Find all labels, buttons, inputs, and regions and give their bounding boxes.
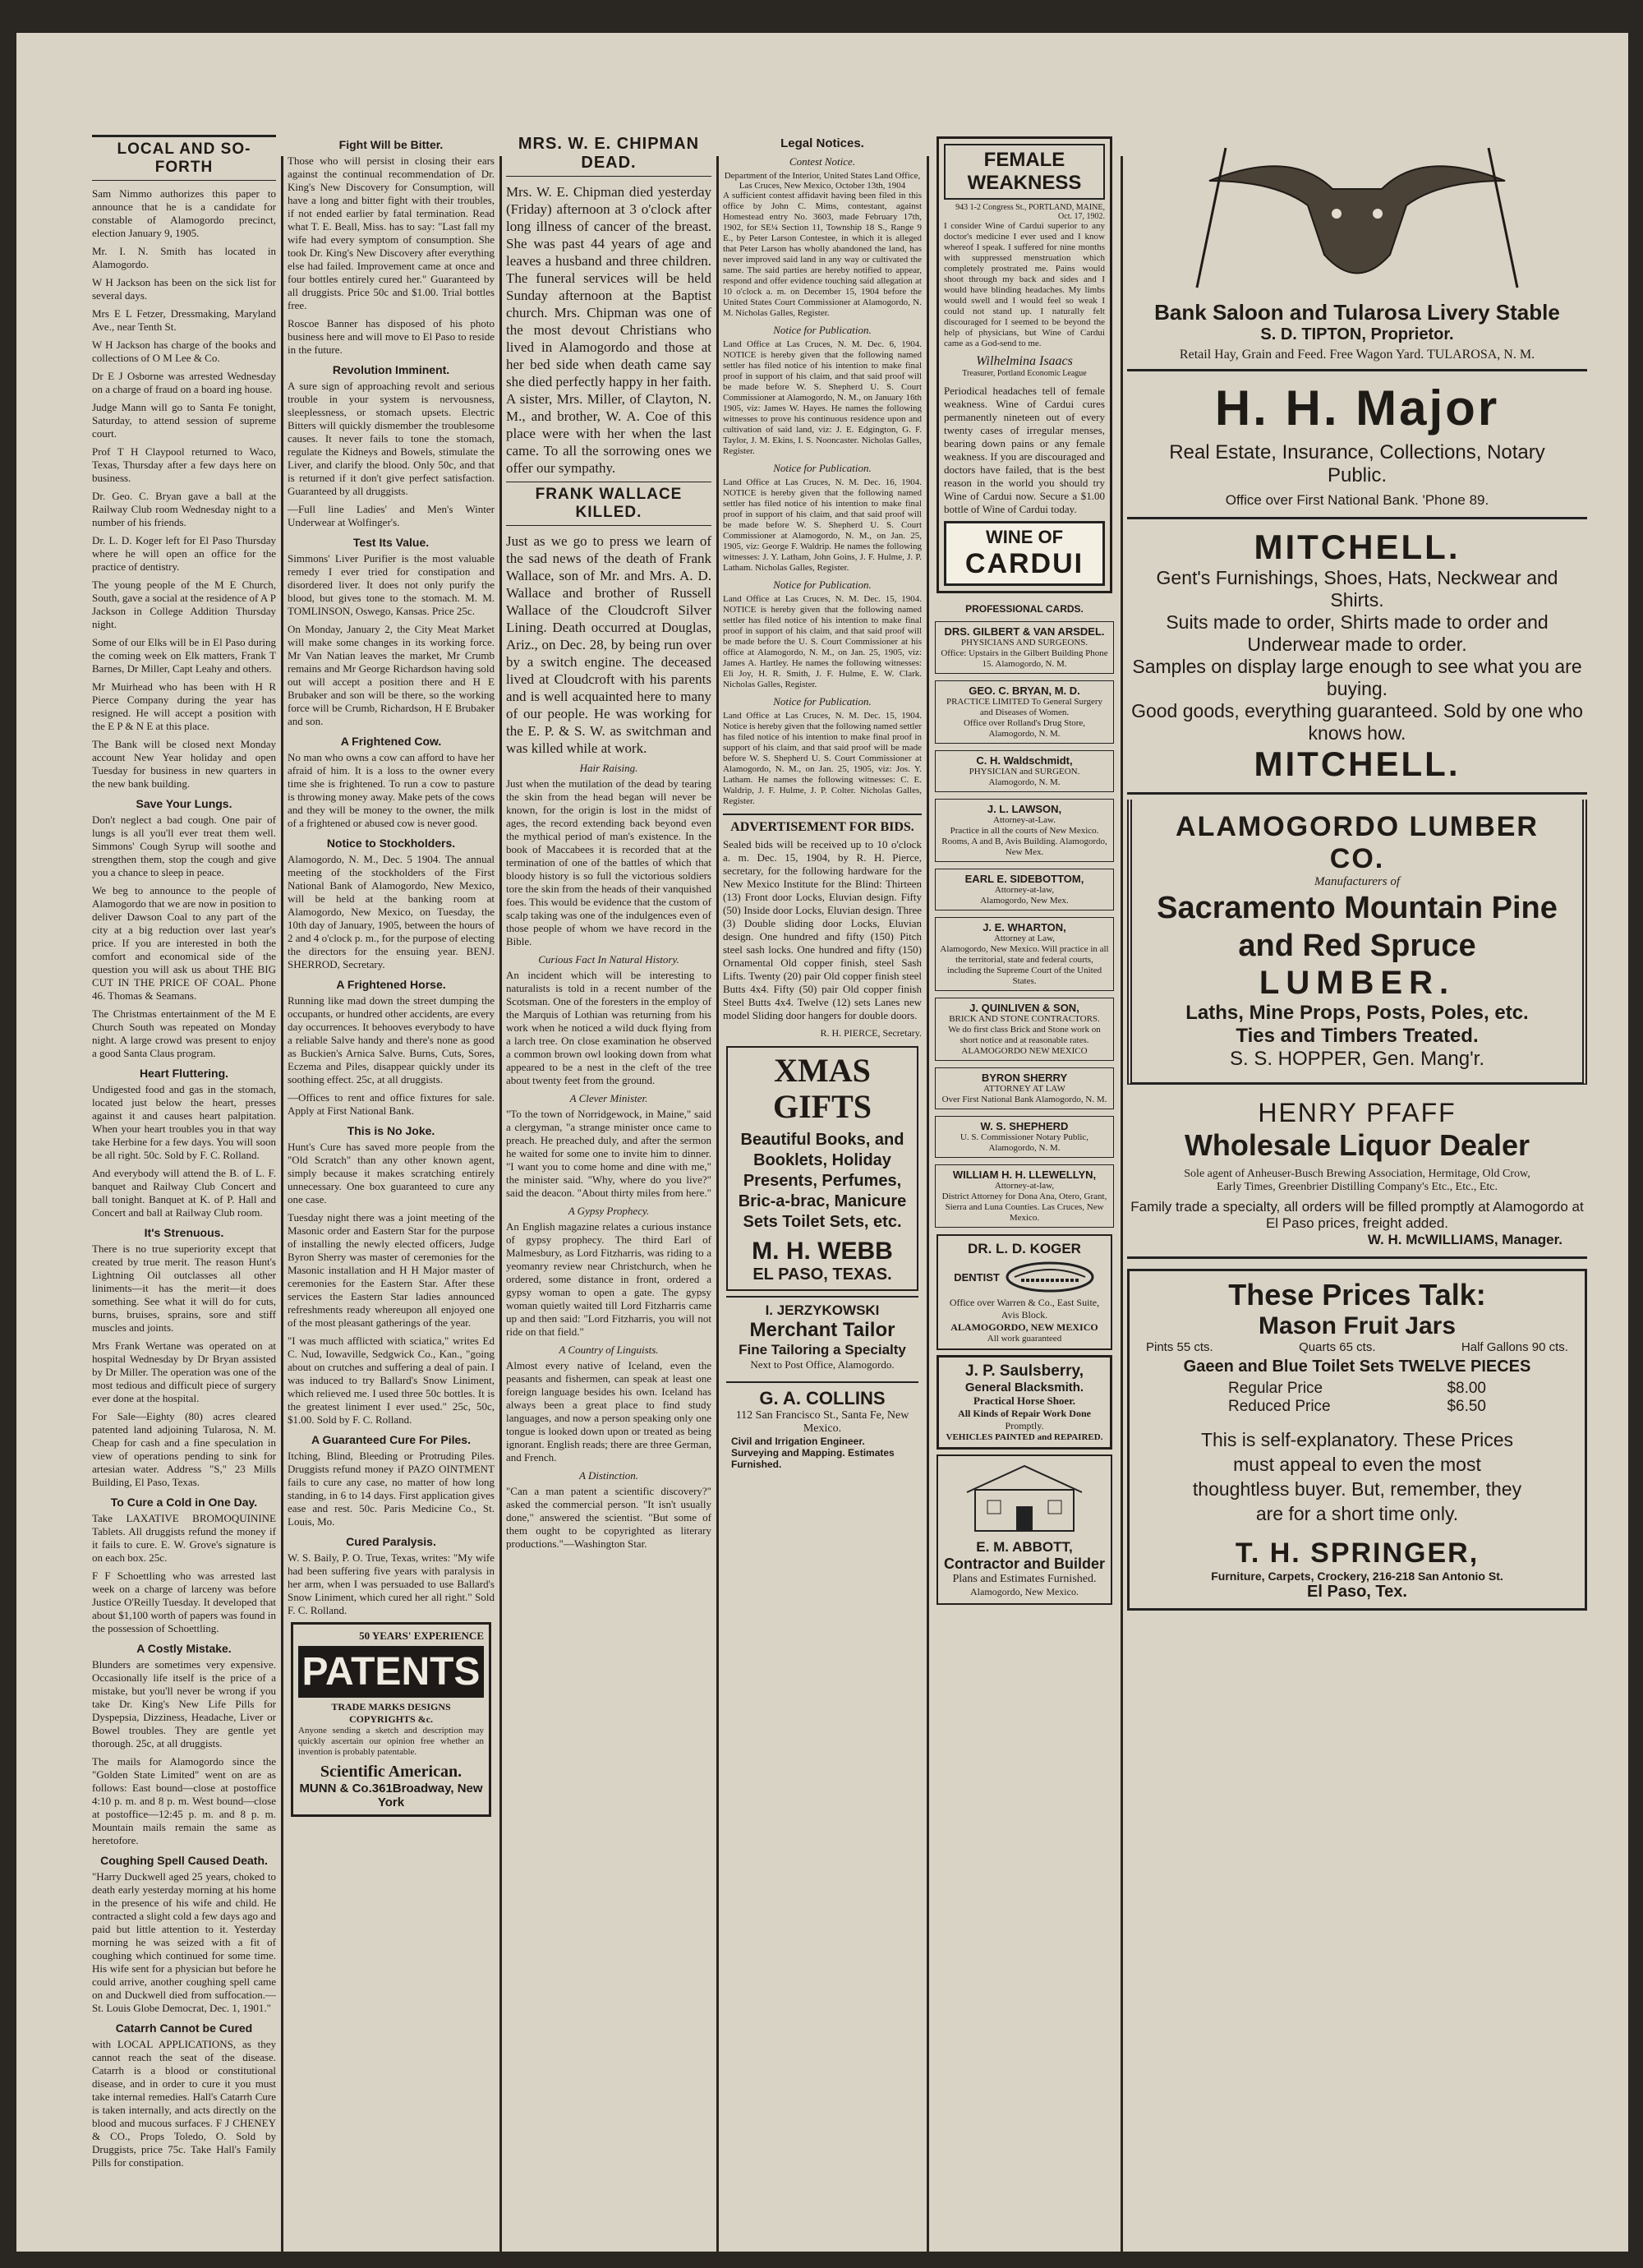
article-heading: To Cure a Cold in One Day. <box>110 1496 258 1509</box>
article-text: —Offices to rent and office fixtures for sale. Apply at First National Bank. <box>288 1091 495 1117</box>
article-text: An incident which will be interesting to naturalists is told in a recent number of the Scotsman. One of the foresters in the employ of the Marquis of Lothian was returning from his work when he noticed a wild duck flying from a larch tree. On close examination he observed a common brown owl looking down from what appeared to be a nest in the cleft of the tree about twenty feet from the ground. <box>506 969 711 1086</box>
reduced-price-label: Reduced Price <box>1228 1398 1331 1415</box>
article-text: with LOCAL APPLICATIONS, as they cannot reach the seat of the disease. Catarrh is a blood or constitutional disease, and in order to cure it you must take internal remedies. Hall's Catarrh Cure is taken internally, and acts directly on the blood and mucous surfaces. F J CHENEY & CO., Props Toledo, O. Sold by Druggists, price 75c. Take Hall's Family Pills for constipation. <box>92 2038 276 2169</box>
article-text: Those who will persist in closing their ears against the continual recommendation of Dr. King's New Discovery for Consumption, will have a long and bitter fight with their troubles, if not ended earlier by fatal termination. Read what T. E. Beall, Miss. has to say: "Last fall my wife had every symptom of consumption. She took Dr. King's New Discovery after everything else had failed. Improvement came at once and four bottles entirely cured her." Guaranteed by all druggists. Price 50c and $1.00. Trial bottles free. <box>288 154 495 311</box>
saulsberry-trade: General Blacksmith. <box>964 1381 1084 1394</box>
professional-cards-list <box>933 621 1116 1228</box>
article-text: And everybody will attend the B. of L. F. banquet and Railway Club Concert and ball tonight. Banquet at K. of P. Hall and Concert and ball at Railway Club room. <box>92 1167 276 1219</box>
reduced-price-row <box>1130 1398 1585 1416</box>
local-item: Judge Mann will go to Santa Fe tonight, Saturday, to attend session of supreme court. <box>92 401 276 440</box>
professional-card <box>935 1116 1114 1158</box>
card-line-b: Attorney-at-law, <box>994 1181 1055 1191</box>
koger-guarantee: All work guaranteed <box>987 1334 1062 1344</box>
mitchell-top: MITCHELL. <box>1254 528 1461 566</box>
column-six <box>1127 131 1587 2235</box>
professional-card <box>935 799 1114 862</box>
saulsberry-line4: All Kinds of Repair Work Done <box>958 1408 1091 1419</box>
abbott-advertisement <box>937 1454 1112 1605</box>
local-item: The Bank will be closed next Monday account New Year holiday and open Tuesday for business in new quarters in the new bank building. <box>92 738 276 790</box>
section-heading: LOCAL AND SO-FORTH <box>92 135 276 181</box>
column-five <box>933 131 1116 2235</box>
collins-services: Civil and Irrigation Engineer. Surveying and Mapping. Estimates Furnished. <box>731 1436 895 1470</box>
local-item: W H Jackson has charge of the books and collections of O M Lee & Co. <box>92 339 276 364</box>
article-text: Hunt's Cure has saved more people from the "Old Scratch" than any other known agent, simply because it makes scratching entirely unnecessary. One box guaranteed to cure any one case. <box>288 1141 495 1205</box>
notice-text: Land Office at Las Cruces, N. M. Dec. 16, 1904. NOTICE is hereby given that the following named settler has filed notice of his intention to make final proof in support of his claim, and that said proof will be made before W. S. Shepherd U. S. Court Commissioner at Alamogordo, N. M., on Jan. 25, 1905, viz: George F. Waldrip. He names the following witnesses: J. Y. Latham, John Goins, J. F. Hulme, J. P. Latham. Nicholas Galles, Register. <box>723 477 922 573</box>
pints-price: Pints 55 cts. <box>1146 1340 1213 1354</box>
saulsberry-name: J. P. Saulsberry, <box>965 1362 1084 1380</box>
professional-card <box>935 917 1114 991</box>
card-line-a: J. L. LAWSON, <box>987 803 1062 815</box>
saulsberry-line5: Promptly. <box>1005 1420 1044 1431</box>
column-rule <box>927 156 929 2268</box>
card-line-b: Attorney-at-Law. <box>993 815 1056 825</box>
article-heading: Heart Fluttering. <box>139 1067 229 1080</box>
notice-title: Notice for Publication. <box>773 579 872 591</box>
mitchell-advertisement <box>1127 519 1587 795</box>
article-heading: Curious Fact In Natural History. <box>538 953 679 966</box>
headline-wallace: FRANK WALLACE KILLED. <box>506 482 711 526</box>
patents-advertisement <box>291 1622 491 1817</box>
abbott-name: E. M. ABBOTT, <box>976 1539 1073 1555</box>
pfaff-title: Wholesale Liquor Dealer <box>1184 1128 1530 1162</box>
article-heading: A Distinction. <box>579 1469 638 1482</box>
patents-sub: TRADE MARKS DESIGNS COPYRIGHTS &c. <box>331 1701 451 1725</box>
mitchell-bottom: MITCHELL. <box>1254 744 1461 783</box>
article-text: An English magazine relates a curious instance of gypsy prophecy. The third Earl of Malmesbury, as Lord Fitzharris, was riding to a yeomanry review near Christchurch, when he ordered, some distance in front, ordered a gypsy woman to open a gate. The gypsy woman quietly waited till Lord Fitzharris came up and then said: "Lord Fitzharris, you will not ride on that field." <box>506 1220 711 1338</box>
local-item: Dr. L. D. Koger left for El Paso Thursday where he will open an office for the practice of dentistry. <box>92 534 276 573</box>
jerzykowski-name: I. JERZYKOWSKI <box>765 1302 880 1318</box>
article-text: Don't neglect a bad cough. One pair of lungs is all you'll ever treat them well. Simmons' Cough Syrup will soothe and strengthen them, stop the cough and give you a chance to sleep in peace. <box>92 814 276 878</box>
local-item: Dr E J Osborne was arrested Wednesday on a charge of fraud on a board ing house. <box>92 370 276 395</box>
regular-price-value: $8.00 <box>1447 1380 1486 1397</box>
abbott-trade: Contractor and Builder <box>943 1556 1105 1572</box>
headline-chipman: MRS. W. E. CHIPMAN DEAD. <box>506 135 711 177</box>
regular-price-label: Regular Price <box>1228 1380 1323 1397</box>
webb-name: M. H. WEBB <box>752 1238 893 1265</box>
card-line-a: EARL E. SIDEBOTTOM, <box>964 873 1084 885</box>
card-line-c: District Attorney for Dona Ana, Otero, Grant, Sierra and Luna Counties. Las Cruces, New Mexico. <box>941 1192 1107 1223</box>
collins-name: G. A. COLLINS <box>759 1388 886 1408</box>
house-illustration <box>950 1461 1098 1535</box>
toilet-sets: Gaeen and Blue Toilet Sets TWELVE PIECES <box>1183 1358 1531 1376</box>
notice-title: Contest Notice. <box>789 155 856 168</box>
article-heading: Cured Paralysis. <box>346 1535 436 1548</box>
fw-title: FEMALE WEAKNESS <box>944 144 1105 200</box>
lumber-manufacturers: Manufacturers of <box>1314 875 1401 888</box>
article-heading: A Guaranteed Cure For Piles. <box>311 1433 471 1446</box>
regular-price-row <box>1130 1380 1585 1398</box>
newspaper-page <box>16 33 1628 2252</box>
column-rule <box>499 156 502 2268</box>
wine-of-line: WINE OF <box>985 527 1064 547</box>
local-items-list <box>92 187 276 791</box>
column-local-news <box>92 131 276 2235</box>
article-text: Mrs Frank Wertane was operated on at hospital Wednesday by Dr Bryan assisted by Dr Miller. The operation was one of the most tedious and difficult piece of surgery ever done at the hospital. <box>92 1339 276 1404</box>
bids-text: Sealed bids will be received up to 10 o'clock a. m. Dec. 15, 1904, by R. H. Pierce, secretary, for the following hardware for the New Mexico Institute for the Blind: Thirteen (13) Front door Locks, Eluvian design. Fifty (50) Inside door Locks, Eluvian design. Three (3) Double sliding door Locks, Eluvian design. One hundred and fifty (150) Pitch steel sash locks. One hundred and fifty (150) Ornamental Old copper finish, steel Sash Lifts. Twenty (20) pair Old copper finish steel Butts 4x4. Fifty (50) pair Old copper finish Steel Butts 4x4. Twelve (12) sets Lanes new model Sliding door hangers for double doors. <box>723 838 922 1021</box>
fw-role: Treasurer, Portland Economic League <box>962 369 1087 378</box>
card-line-c: Office over Rolland's Drug Store, Alamogordo, N. M. <box>963 718 1086 739</box>
card-line-a: J. QUINLIVEN & SON, <box>969 1002 1079 1014</box>
local-item: Dr. Geo. C. Bryan gave a ball at the Railway Club room Wednesday night to a number of his friends. <box>92 490 276 528</box>
card-line-b: PRACTICE LIMITED To General Surgery and Diseases of Women. <box>946 697 1103 717</box>
prices-heading: These Prices Talk: <box>1228 1278 1486 1311</box>
springer-line2: Furniture, Carpets, Crockery, 216-218 San Antonio St. <box>1211 1570 1503 1583</box>
mitchell-line2: Gent's Furnishings, Shoes, Hats, Neckwear and Shirts. <box>1156 567 1558 611</box>
article-text: Just as we go to press we learn of the sad news of the death of Frank Wallace, son of Mr. and Mrs. A. D. Wallace and brother of Russell Wallace of the Cloudcroft Silver Lining. Death occurred at Douglas, Ariz., on Dec. 28, by being run over by a switch engine. The deceased lived at Cloudcroft with his parents and is well acquainted here to many of our people. He was working for the E. P. & S. W. as switchman and was killed while at work. <box>506 533 711 756</box>
pfaff-manager: W. H. McWILLIAMS, Manager. <box>1367 1232 1562 1247</box>
koger-city: ALAMOGORDO, NEW MEXICO <box>950 1321 1098 1333</box>
jerzykowski-line2: Fine Tailoring a Specialty <box>739 1342 906 1358</box>
professional-card <box>935 750 1114 792</box>
article-text: —Full line Ladies' and Men's Winter Underwear at Wolfinger's. <box>288 503 495 528</box>
pfaff-advertisement <box>1127 1090 1587 1259</box>
article-heading: A Country of Linguists. <box>559 1344 659 1356</box>
article-text: A sure sign of approaching revolt and serious trouble in your system is nervousness, sleeplessness, or stomach upsets. Electric Bitters will quickly dismember the troublesome causes. It never fails to tone the stomach, regulate the Kidneys and Bowels, stimulate the Liver, and clarify the blood. Only 50c, and that is returned if it don't give perfect satisfaction. Guaranteed by all druggists. <box>288 380 495 497</box>
card-line-c: We do first class Brick and Stone work on short notice and at reasonable rates. ALAMOGORDO NEW MEXICO <box>948 1025 1101 1056</box>
article-heading: A Frightened Horse. <box>336 978 446 991</box>
article-heading: Save Your Lungs. <box>136 797 232 810</box>
collins-address: 112 San Francisco St., Santa Fe, New Mexico. <box>735 1409 909 1435</box>
lumber-manager: S. S. HOPPER, Gen. Mang'r. <box>1229 1048 1485 1070</box>
card-line-a: WILLIAM H. H. LLEWELLYN, <box>952 1169 1097 1181</box>
local-item: Sam Nimmo authorizes this paper to announce that he is a candidate for constable of Alamogordo precinct, election January 9, 1905. <box>92 187 276 239</box>
jar-prices-row <box>1130 1340 1585 1354</box>
article-text: Running like mad down the street dumping the occupants, or hundred other accidents, are every day occurrences. It behooves everybody to have a reliable Salve handy and there's none as good as Buckien's Arnica Salve. Burns, Cuts, Sores, Eczema and Piles, disappear quickly under its soothing effect. 25c, at all druggists. <box>288 994 495 1086</box>
notice-title: Notice for Publication. <box>773 324 872 336</box>
notice-text: Land Office at Las Cruces, N. M. Dec. 15, 1904. NOTICE is hereby given that the following named settler has filed notice of his intention to make final proof in support of his claim, and that said proof will be made before the U. S. Court Commissioner at his office at Alamogordo, N. M., on Jan. 25, 1905, viz: James A. Hartley. He names the following witnesses: Eli Joy, H. R. Smith, J. F. Hulme, E. W. Clark. Nicholas Galles, Register. <box>723 594 922 689</box>
card-line-a: GEO. C. BRYAN, M. D. <box>969 685 1080 697</box>
card-line-c: Office: Upstairs in the Gilbert Building Phone 15. Alamogordo, N. M. <box>941 648 1108 669</box>
dentures-icon <box>1005 1261 1095 1293</box>
koger-office: Office over Warren & Co., East Suite, Avis Block. <box>949 1297 1100 1321</box>
jerzykowski-advertisement <box>726 1296 918 1376</box>
card-line-c: Alamogordo, N. M. <box>988 777 1061 787</box>
article-text: Blunders are sometimes very expensive. Occasionally life itself is the price of a mistake, but you'll never be wrong if you take Dr. King's New Life Pills for Dyspepsia, Dizziness, Headache, Liver or Bowel troubles. They are gentle yet thorough. 25c, at all druggists. <box>92 1658 276 1749</box>
lumber-line5: Laths, Mine Props, Posts, Poles, etc. <box>1185 1002 1529 1024</box>
koger-teeth-row <box>943 1261 1106 1293</box>
article-text: "To the town of Norridgewock, in Maine," said a clergyman, "a strange minister once came to preach. He preached duly, and after the sermon he waited for some one to invite him to dinner. "I want you to come home and dine with me," the minister said. "Why, where do you live?" said the deacon. "About thirty miles from here." <box>506 1108 711 1199</box>
local-item: Some of our Elks will be in El Paso during the coming week on Elk matters, Frank T Barnes, Dr Miller, Capt Leahy and others. <box>92 636 276 675</box>
notice-title: Notice for Publication. <box>773 695 872 708</box>
springer-city: El Paso, Tex. <box>1307 1583 1407 1601</box>
card-line-c: Alamogordo, New Mexico. Will practice in all the territorial, state and federal courts, including the Supreme Court of the United States. <box>940 944 1109 986</box>
jerzykowski-line1: Merchant Tailor <box>749 1319 895 1341</box>
patents-title: PATENTS <box>298 1646 484 1698</box>
fw-signature: Wilhelmina Isaacs <box>976 354 1073 368</box>
pfaff-name: HENRY PFAFF <box>1258 1098 1457 1127</box>
bids-signature: R. H. PIERCE, Secretary. <box>820 1027 922 1039</box>
notice-text: Land Office at Las Cruces, N. M. Dec. 15, 1904. Notice is hereby given that the following named settler has filed notice of his intention to make final proof in support of his claim, and that said proof will be made before W. S. Shepherd U. S. Court Commissioner at Alamogordo, N. M., on Jan. 25, 1905, viz: Jos. Y. Latham. He names the following witnesses: C. E. Waldrip, J. F. Hulme, J. P. Colter. Nicholas Galles, Register. <box>723 711 922 806</box>
abbott-city: Alamogordo, New Mexico. <box>970 1586 1079 1597</box>
tipton-advertisement <box>1127 131 1587 371</box>
article-text: W. S. Baily, P. O. True, Texas, writes: "My wife had been suffering five years with paralysis in her arm, when I was persuaded to use Ballard's Snow Liniment, which cured her all right." Sold F. C. Rolland. <box>288 1551 495 1616</box>
card-line-a: DRS. GILBERT & VAN ARSDEL. <box>944 625 1105 638</box>
lumber-company: ALAMOGORDO LUMBER CO. <box>1176 811 1539 874</box>
prices-explanation: This is self-explanatory. These Prices must appeal to even the most thoughtless buyer. But, remember, they are for a short time only. <box>1192 1429 1522 1524</box>
local-item: Mrs E L Fetzer, Dressmaking, Maryland Ave., near Tenth St. <box>92 307 276 333</box>
article-text: "Can a man patent a scientific discovery?" asked the commercial person. "It isn't usually done," answered the scientist. "But some of them ought to be copyrighted as literary productions."—Washington Star. <box>506 1485 711 1550</box>
article-text: Just when the mutilation of the dead by tearing the skin from the head began will never be known, for the origin is lost in the midst of ages, the record extending back beyond even the mythical period of man's existence. In the book of Maccabees it is recorded that at the termination of one of the battles of which that bloody history is so full the victorious soldiers tore the skin from the heads of their vanquished foes. This would be evidence that the custom of scalp taking was one of the indulgences even of those people of whom we have record in the Bible. <box>506 777 711 947</box>
article-heading: Test Its Value. <box>352 536 430 549</box>
tipton-services: Retail Hay, Grain and Feed. Free Wagon Yard. TULAROSA, N. M. <box>1179 348 1535 362</box>
local-item: Prof T H Claypool returned to Waco, Texas, Thursday after a few days here on business. <box>92 445 276 484</box>
webb-city: EL PASO, TEXAS. <box>752 1265 892 1284</box>
article-heading: This is No Joke. <box>347 1124 435 1137</box>
article-text: For Sale—Eighty (80) acres cleared patented land adjoining Tularosa, N. M. Cheap for cash and a fine speculation in view of operations pending to sink for artesian water. Address "S," 23 Mills Building, El Paso, Texas. <box>92 1410 276 1488</box>
article-heading: A Gypsy Prophecy. <box>568 1205 650 1217</box>
munn-co: MUNN & Co.361Broadway, New York <box>299 1782 483 1809</box>
koger-advertisement <box>937 1234 1112 1350</box>
pfaff-family: Family trade a specialty, all orders will be filled promptly at Alamogordo at El Paso prices, freight added. <box>1130 1199 1584 1231</box>
article-heading: Coughing Spell Caused Death. <box>100 1854 268 1867</box>
koger-dentist: DENTIST <box>954 1270 1000 1284</box>
fw-body: I consider Wine of Cardui superior to any doctor's medicine I ever used and I know whereof I speak. I suffered for nine months with suppressed menstruation which completely prostrated me. Pains would shoot through my back and sides and I would have blinding headaches. My limbs would swell and I would feel so weak I could not stand up. I naturally felt discouraged for I seemed to be beyond the help of physicians, but Wine of Cardui came as a God-send to me. <box>944 221 1105 348</box>
card-line-b: Attorney at Law, <box>993 933 1056 943</box>
article-text: The Christmas entertainment of the M E Church South was repeated on Monday night. A large crowd was present to enjoy a good Santa Claus program. <box>92 1007 276 1059</box>
bids-heading: ADVERTISEMENT FOR BIDS. <box>723 814 922 835</box>
local-item: W H Jackson has been on the sick list for several days. <box>92 276 276 302</box>
saulsberry-line6: VEHICLES PAINTED and REPAIRED. <box>946 1432 1103 1442</box>
scientific-american: Scientific American. <box>320 1763 463 1781</box>
prices-jars: Mason Fruit Jars <box>1258 1312 1457 1339</box>
card-line-a: C. H. Waldschmidt, <box>976 754 1073 767</box>
professional-card <box>935 998 1114 1061</box>
card-line-c: Alamogordo, N. M. <box>988 1143 1061 1153</box>
xmas-gifts-body: Beautiful Books, and Booklets, Holiday Presents, Perfumes, Bric-a-brac, Manicure Sets Toilet Sets, etc. <box>738 1131 907 1231</box>
local-item: The young people of the M E Church, South, gave a social at the residence of A P Jackson in College Addition Thursday night. <box>92 579 276 630</box>
card-line-a: BYRON SHERRY <box>981 1072 1068 1084</box>
fw-address: 943 1-2 Congress St., PORTLAND, MAINE, Oct. 17, 1902. <box>955 203 1105 221</box>
major-office: Office over First National Bank. 'Phone 89. <box>1225 492 1489 508</box>
professional-card <box>935 621 1114 674</box>
saulsberry-advertisement <box>937 1355 1112 1450</box>
column-rule <box>716 156 719 2268</box>
article-heading: A Costly Mistake. <box>136 1642 232 1655</box>
article-text: Almost every native of Iceland, even the peasants and fishermen, can speak at least one foreign language besides his own. Iceland has always been a great place to find study languages, and now a person speaking only one tongue is looked down upon or treated as being ignorant. English reads; there are three German, and French. <box>506 1359 711 1464</box>
saulsberry-line3: Practical Horse Shoer. <box>973 1394 1076 1407</box>
article-text: There is no true superiority except that created by true merit. The reason Hunt's Lightning Oil outclasses all other liniments—it has the merit—it does something. See what it will do for cuts, burns, bruises, sprains, sore and stiff muscles and joints. <box>92 1242 276 1334</box>
notice-sub: Department of the Interior, United States Land Office, Las Cruces, New Mexico, October 13th, 1904 <box>724 171 921 191</box>
mitchell-line3: Suits made to order, Shirts made to order and Underwear made to order. <box>1166 611 1549 655</box>
koger-name: DR. L. D. KOGER <box>968 1241 1081 1256</box>
article-heading: Fight Will be Bitter. <box>338 138 444 151</box>
patents-body: Anyone sending a sketch and description may quickly ascertain our opinion free whether an invention is probably patentable. <box>298 1726 484 1757</box>
article-text: Mrs. W. E. Chipman died yesterday (Friday) afternoon at 3 o'clock after long illness of cancer of the breast. She was past 44 years of age and leaves a husband and three children. The funeral services will be held Sunday afternoon at the Baptist church. Mrs. Chipman was one of the most devout Christians who lived in Alamogordo and those at her bed side when death came say she died perfectly happy in her faith. A sister, Mrs. Miller, of Clayton, N. M., and brother, W. A. Coe of this place were with her when the last came. To all the sorrowing ones we offer our sympathy. <box>506 184 711 476</box>
notice-text: Land Office at Las Cruces, N. M. Dec. 6, 1904. NOTICE is hereby given that the following named settler has filed notice of his intention to make final proof in support of his claim, and that said proof will be made before W. S. Shepherd U. S. Court Commissioner at Alamogordo, N. M., on January 16th 1905, viz: James W. Hayes. He names the following witnesses to prove his continuous residence upon and cultivation of said land, viz: J. E. Edgington, G. F. Taylor, J. M. Ekins, I. S. Nooncaster. Nicholas Galles, Register. <box>723 339 922 456</box>
card-line-a: J. E. WHARTON, <box>983 921 1066 933</box>
major-services: Real Estate, Insurance, Collections, Notary Public. <box>1169 441 1545 486</box>
local-item: Mr Muirhead who has been with H R Pierce Company during the year has resigned. He will accept a position with the E P & N E at this place. <box>92 680 276 732</box>
mitchell-line4: Samples on display large enough to see what you are buying. <box>1132 656 1582 699</box>
article-text: No man who owns a cow can afford to have her afraid of him. It is a loss to the owner every time she is frightened. To run a cow to pasture is throwing money away. Make pets of the cows and they will be money to the owner, the milk of a frightened or abused cow is never good. <box>288 751 495 829</box>
column-legal-notices <box>723 131 922 2235</box>
major-advertisement <box>1127 371 1587 519</box>
article-text: "I was much afflicted with sciatica," writes Ed C. Nud, Iowaville, Sedgwick Co., Kan., "going about on crutches and suffering a deal of pain. I was induced to try Ballard's Snow Liniment, which relieved me. I used three 50c bottles. It is the greatest liniment I ever used." 25c, 50c, $1.00. Sold by F. C. Rolland. <box>288 1335 495 1426</box>
article-heading: A Clever Minister. <box>569 1092 648 1104</box>
section-heading: Legal Notices. <box>780 136 864 150</box>
lumber-products: Sacramento Mountain Pine and Red Spruce <box>1157 891 1558 963</box>
mitchell-line5: Good goods, everything guaranteed. Sold by one who knows how. <box>1131 700 1583 744</box>
card-line-c: Practice in all the courts of New Mexico. Rooms, A and B, Avis Building. Alamogordo, New Mex. <box>941 826 1107 857</box>
article-heading: Revolution Imminent. <box>332 363 450 376</box>
card-line-c: Over First National Bank Alamogordo, N. M. <box>941 1095 1107 1104</box>
professional-card <box>935 869 1114 910</box>
article-heading: A Frightened Cow. <box>340 735 442 748</box>
professional-cards-heading: PROFESSIONAL CARDS. <box>965 603 1084 615</box>
female-weakness-advertisement <box>937 136 1112 593</box>
lumber-advertisement <box>1127 800 1587 1085</box>
article-text: Itching, Blind, Bleeding or Protruding Piles. Druggists refund money if PAZO OINTMENT fails to cure any case, no matter of how long standing, in 6 to 14 days. First application gives ease and rest. 50c. Paris Medicine Co., St. Louis, Mo. <box>288 1450 495 1528</box>
article-text: Take LAXATIVE BROMOQUININE Tablets. All druggists refund the money if it fails to cure. E. W. Grove's signature is on each box. 25c. <box>92 1512 276 1564</box>
article-heading: It's Strenuous. <box>144 1226 224 1239</box>
card-line-b: PHYSICIANS AND SURGEONS. <box>960 638 1088 648</box>
article-text: F F Schoettling who was arrested last week on a charge of larceny was before Justice O'Reilly Tuesday. It developed that about $1,100 worth of papers was found in the possession of Schoettling. <box>92 1570 276 1634</box>
patents-years: 50 YEARS' EXPERIENCE <box>359 1630 484 1642</box>
half-gallon-price: Half Gallons 90 cts. <box>1461 1340 1568 1354</box>
local-item: Mr. I. N. Smith has located in Alamogordo. <box>92 245 276 270</box>
springer-name: T. H. SPRINGER, <box>1235 1537 1480 1569</box>
article-text: On Monday, January 2, the City Meat Market will make some changes in its working force. Mr Van Natian leaves the market, Mr Crumb remains and Mr George Richardson having sold out will accept a position there and H E Brubaker and son will be there, so the working force will be Crumb, Richardson, H E Brubaker and son. <box>288 623 495 727</box>
pfaff-agent: Sole agent of Anheuser-Busch Brewing Association, Hermitage, Old Crow, Early Times, Greenbrier Distilling Company's Etc., Etc., Etc. <box>1184 1168 1530 1193</box>
article-heading: Notice to Stockholders. <box>326 837 456 850</box>
wine-of-cardui-logo <box>944 521 1105 586</box>
collins-advertisement <box>726 1381 918 1475</box>
article-heading: Hair Raising. <box>579 762 638 774</box>
tipton-proprietor: S. D. TIPTON, Proprietor. <box>1260 325 1454 343</box>
xmas-gifts-title: XMAS GIFTS <box>772 1052 872 1125</box>
quarts-price: Quarts 65 cts. <box>1299 1340 1376 1354</box>
jerzykowski-line3: Next to Post Office, Alamogordo. <box>750 1358 895 1371</box>
notice-title: Notice for Publication. <box>773 462 872 474</box>
column-rule <box>1121 156 1123 2268</box>
abbott-plans: Plans and Estimates Furnished. <box>952 1573 1097 1585</box>
steer-head-illustration <box>1193 131 1521 296</box>
lumber-line6: Ties and Timbers Treated. <box>1236 1025 1479 1047</box>
column-rule <box>281 156 283 2268</box>
article-text: "Harry Duckwell aged 25 years, choked to death early yesterday morning at his home in the presence of his wife and child. He contracted a slight cold a few days ago and paid but little attention to it. Yesterday morning he was seized with a fit of coughing which continued for some time. His wife sent for a physician but before he could arrive, another coughing spell came on and Duckwell died from suffocation.—St. Louis Globe Democrat, Dec. 1, 1901." <box>92 1870 276 2014</box>
springer-advertisement <box>1127 1269 1587 1611</box>
fw-body2: Periodical headaches tell of female weakness. Wine of Cardui cures permanently nineteen out of every twenty cases of irregular menses, bearing down pains or any female weakness. If you are discouraged and doctors have failed, that is the best reason in the world you should try Wine of Cardui now. Secure a $1.00 bottle of Wine of Cardui today. <box>944 385 1105 515</box>
article-text: Tuesday night there was a joint meeting of the Masonic order and Eastern Star for the purpose of installing the newly elected officers, Judge Byron Sherry was master of ceremonies for the Masonic installation and H H Major master of ceremonies for the Eastern Star. After these services the Eastern Star ladies announced refreshments ready whereupon all enjoyed one of the most pleasant gatherings of the year. <box>288 1211 495 1329</box>
article-text: Simmons' Liver Purifier is the most valuable remedy I ever tried for constipation and disordered liver. It does not only purify the blood, but gives tone to the stomach. M. M. TOMLINSON, Oswego, Kansas. Price 25c. <box>288 552 495 617</box>
column-three <box>506 131 711 2235</box>
major-name: H. H. Major <box>1214 380 1500 436</box>
webb-advertisement <box>726 1046 918 1291</box>
notice-text: A sufficient contest affidavit having been filed in this office by John C. Mims, contestant, against Homestead entry No. 3603, made February 17th, 1902, for SE¼ Section 11, Township 18 S., Range 9 E., by Peter Larson Contestee, in which it is alleged that Peter Larson has wholly abandoned the land, has never improved said land in any way or cultivated the same. The said parties are hereby notified to appear, respond and offer evidence touching said allegation at 10 o'clock a. m. on December 15, 1904 before the United States Court Commissioner at Alamogordo, N. M. Nicholas Galles, Register. <box>723 191 922 318</box>
article-text: Roscoe Banner has disposed of his photo business here and will move to El Paso to reside in the future. <box>288 317 495 356</box>
column-two <box>288 131 495 2235</box>
article-text: Alamogordo, N. M., Dec. 5 1904. The annual meeting of the stockholders of the First National Bank of Alamogordo, New Mexico, will be held at the banking room at Alamogordo, New Mexico, on Tuesday, the 10th day of January, 1905, between the hours of 2 and 4 o'clock p. m., for the purpose of electing the directors for the ensuing year. BENJ. SHERROD, Secretary. <box>288 853 495 970</box>
lumber-word: LUMBER. <box>1259 965 1456 1001</box>
card-line-a: W. S. SHEPHERD <box>980 1120 1069 1132</box>
card-line-b: U. S. Commissioner Notary Public, <box>960 1132 1089 1142</box>
professional-card <box>935 1164 1114 1228</box>
card-line-b: ATTORNEY AT LAW <box>983 1084 1065 1094</box>
cardui-line: CARDUI <box>964 548 1084 579</box>
article-text: We beg to announce to the people of Alamogordo that we are now in position to deliver Dawson Coal to any part of the city at a big reduction over last year's price. If you are interested in both the comfort and economical side of the question you will ask us about THE BIG CUT IN THE PRICE OF COAL. Phone 46. Thomas & Seamans. <box>92 884 276 1002</box>
article-text: Undigested food and gas in the stomach, located just below the heart, presses against it and causes heart palpitation. When your heart troubles you in that way take Herbine for a few days. You will soon be all right. 50c. Sold by F. C. Rolland. <box>92 1083 276 1161</box>
article-text: The mails for Alamogordo since the "Golden State Limited" went on are as follows: East bound—close at postoffice 4:10 p. m. and 8 p. m. West bound—close at postoffice—12:45 p. m. and 8 p. m. Mountain mails remain the same as heretofore. <box>92 1755 276 1846</box>
card-line-b: BRICK AND STONE CONTRACTORS. <box>949 1014 1100 1024</box>
tipton-name: Bank Saloon and Tularosa Livery Stable <box>1154 300 1560 325</box>
card-line-c: Alamogordo, New Mex. <box>980 896 1069 906</box>
card-line-b: Attorney-at-law, <box>994 885 1055 895</box>
professional-card <box>935 1067 1114 1109</box>
card-line-b: PHYSICIAN and SURGEON. <box>969 767 1080 777</box>
reduced-price-value: $6.50 <box>1447 1398 1486 1415</box>
professional-card <box>935 680 1114 744</box>
article-heading: Catarrh Cannot be Cured <box>115 2021 253 2035</box>
